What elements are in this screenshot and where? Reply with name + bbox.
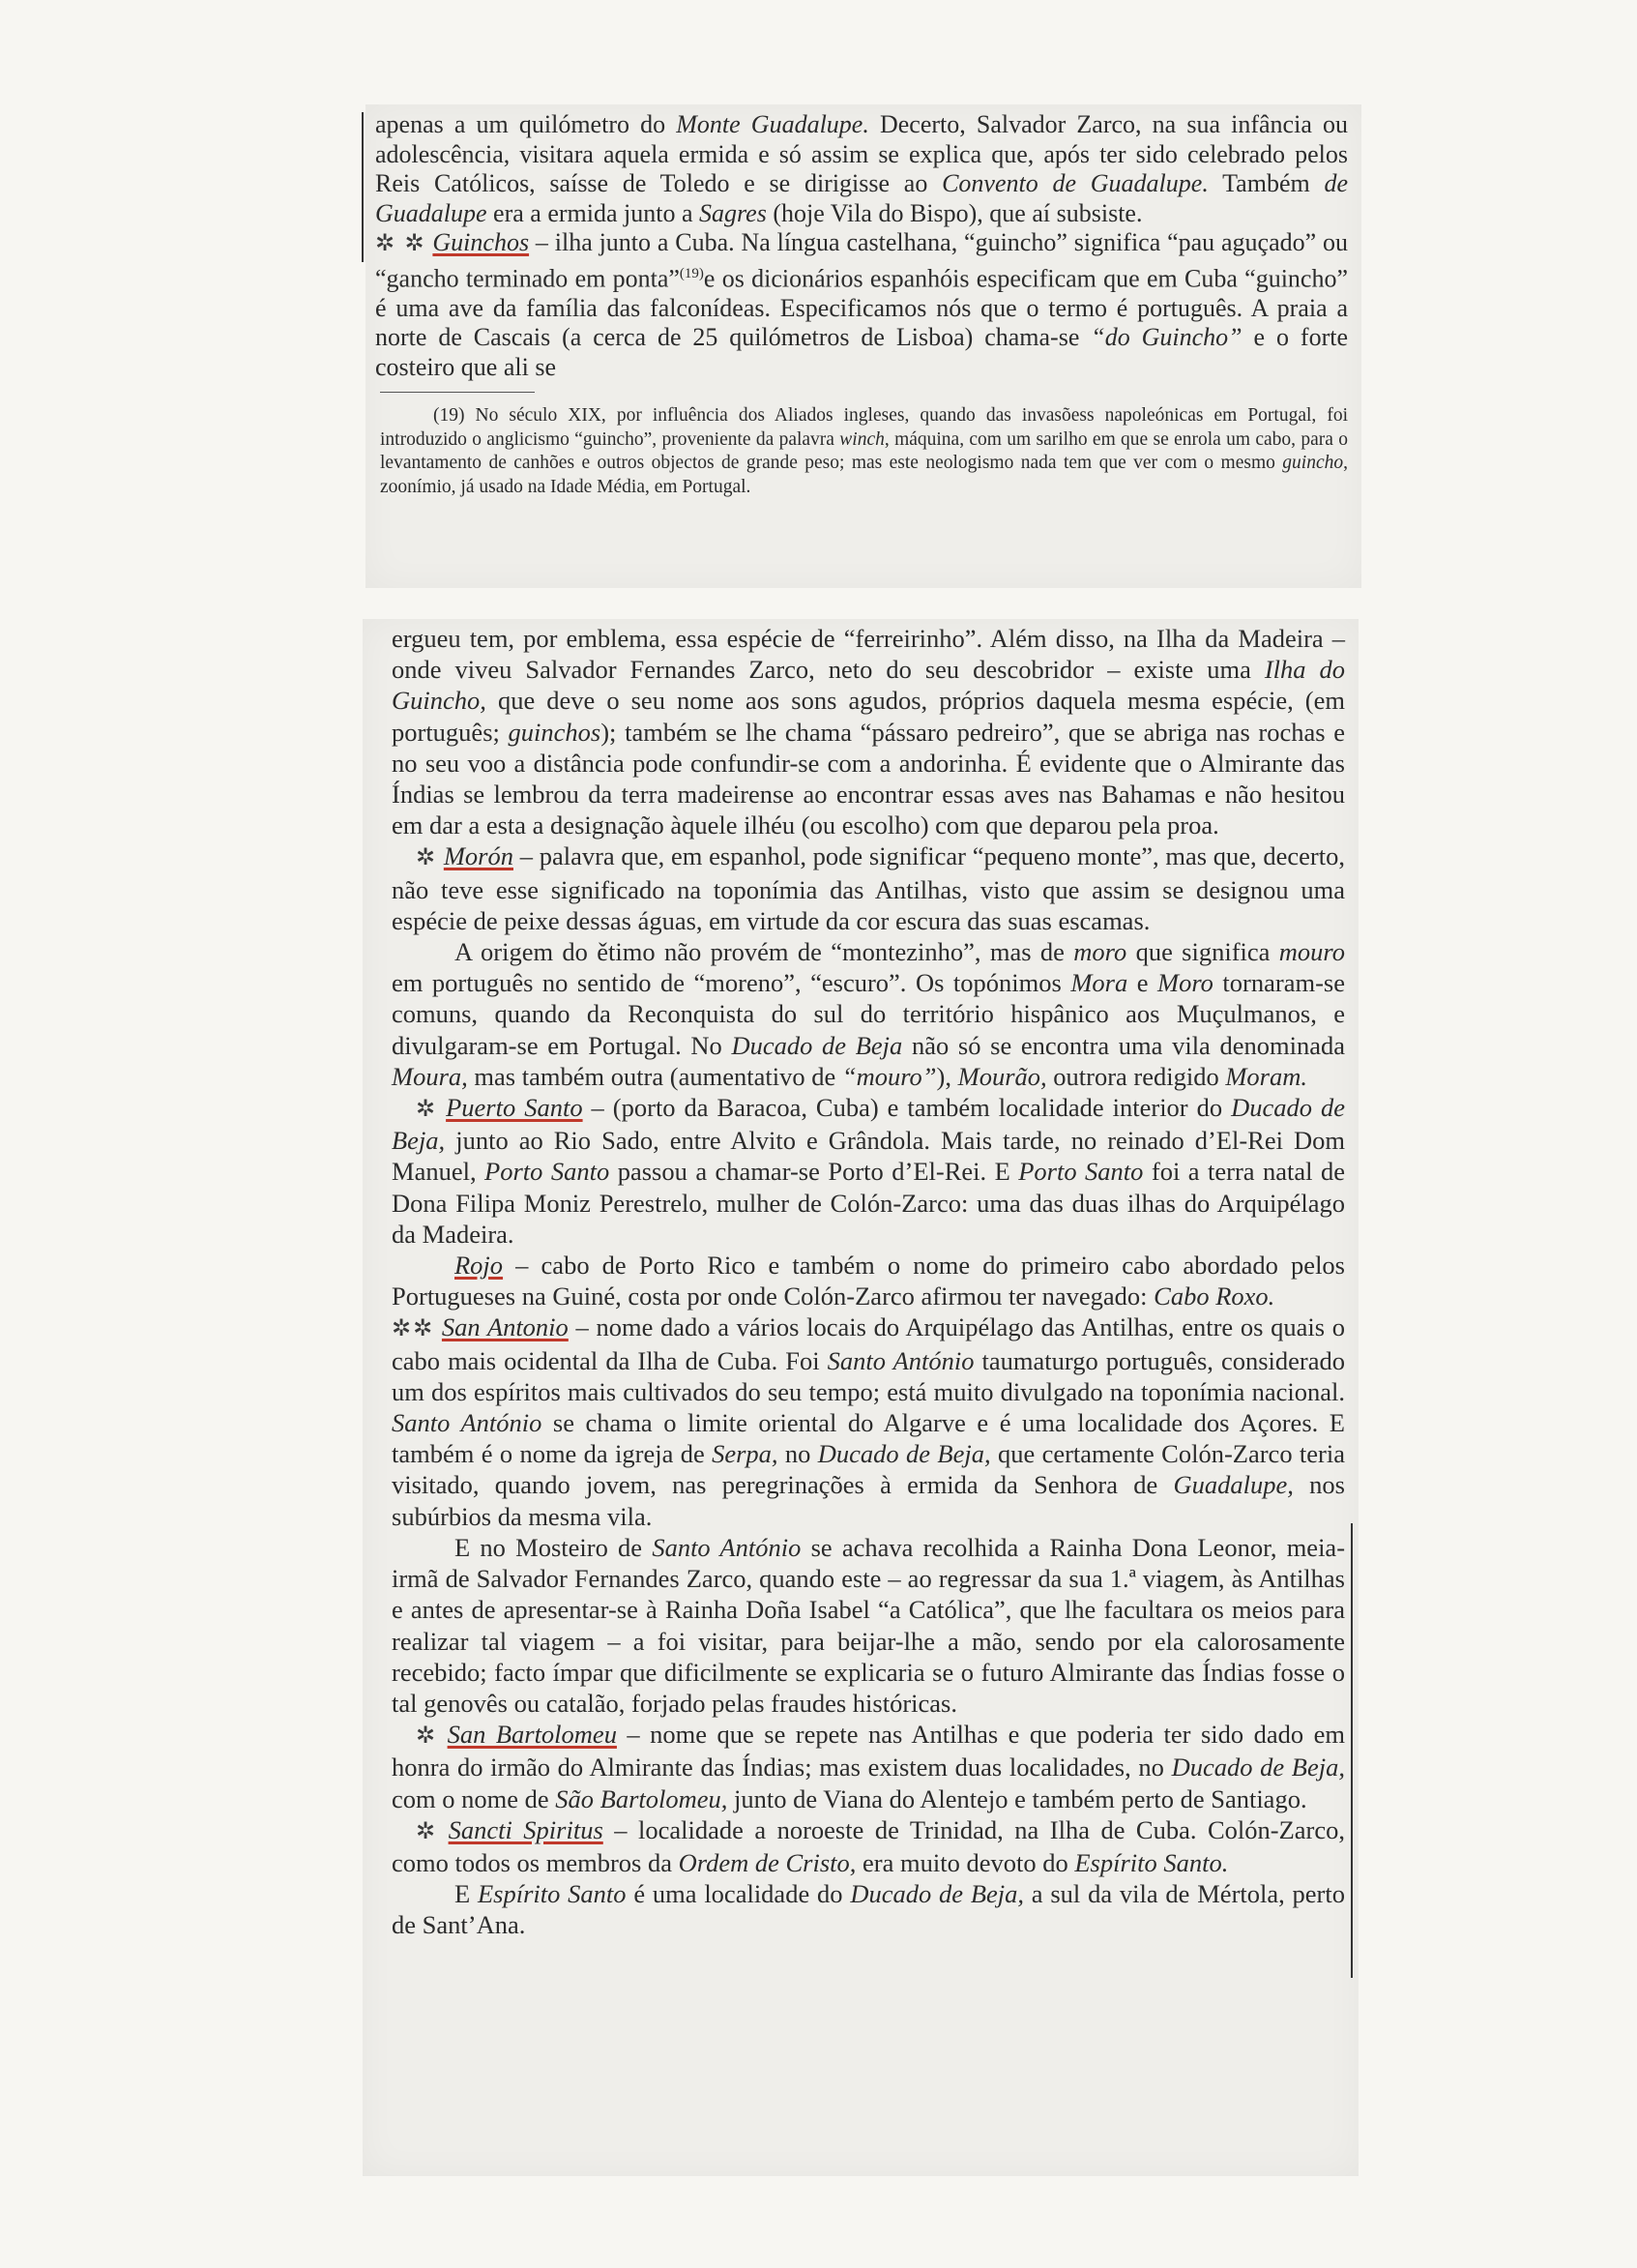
- entry-sancti-spiritus: ✲ Sancti Spiritus – localidade a noroeste de Trinidad, na Ilha de Cuba. Colón-Zarco, como todos os membros da Ordem de Cristo, era muito devoto do Espírito Santo.: [392, 1814, 1345, 1877]
- term-san-bartolomeu: San Bartolomeu: [447, 1720, 617, 1750]
- asterisk-mark-icon: ✲: [416, 1723, 438, 1750]
- footnote-19: (19) No século XIX, por influência dos Aliados ingleses, quando das invasõess napoleónicas em Portugal, foi introduzido o anglicismo “guincho”, proveniente da palavra winch, máquina, com um sarilho em que se enrola um cabo, para o levantamento de canhões e outros objectos de grande peso; mas este neologismo nada tem que ver com o mesmo guincho, zoonímio, já usado na Idade Média, em Portugal.: [380, 405, 1348, 497]
- footnote-divider: [380, 392, 535, 393]
- asterisk-mark-icon: ✲: [416, 845, 438, 871]
- term-guinchos: Guinchos: [432, 228, 530, 256]
- term-rojo: Rojo: [454, 1251, 504, 1281]
- paragraph-espirito-santo: E Espírito Santo é uma localidade do Ducado de Beja, a sul da vila de Mértola, perto de Sant’Ana.: [392, 1879, 1345, 1940]
- paragraph-origem: A origem do ětimo não provém de “montezinho”, mas de moro que significa mouro em português no sentido de “moreno”, “escuro”. Os topónimos Mora e Moro tornaram-se comuns, quando da Reconquista do sul do território hispânico aos Muçulmanos, e divulgaram-se em Portugal. No Ducado de Beja não só se encontra uma vila denominada Moura, mas também outra (aumentativo de “mouro”), Mourão, outrora redigido Moram.: [392, 937, 1345, 1091]
- bottom-clipping: [363, 619, 1359, 2176]
- paragraph-ferreirinho: ergueu tem, por emblema, essa espécie de “ferreirinho”. Além disso, na Ilha da Madeira – onde viveu Salvador Fernandes Zarco, neto do seu descobridor – existe uma Ilha do Guincho, que deve o seu nome aos sons agudos, próprios daquela mesma espécie, (em português; guinchos); também se lhe chama “pássaro pedreiro”, que se abriga nas rochas e no seu voo a distância pode confundir-se com a andorinha. É evidente que o Almirante das Índias se lembrou da terra madeirense ao encontrar essas aves nas Bahamas e não hesitou em dar a esta a designação àquele ilhéu (ou escolho) com que deparou pela proa.: [392, 624, 1346, 840]
- asterisk-mark-icon: ✲: [416, 1818, 438, 1844]
- footnote-ref: (19): [679, 265, 704, 281]
- asterisk-mark-icon: ✲✲: [392, 1316, 435, 1342]
- entry-rojo: Rojo – cabo de Porto Rico e também o nome do primeiro cabo abordado pelos Portugueses na Guiné, costa por onde Colón-Zarco afirmou ter navegado: Cabo Roxo.: [392, 1251, 1345, 1311]
- asterisk-mark-icon: ✲ ✲: [375, 231, 426, 256]
- top-clipping: [365, 104, 1361, 588]
- entry-puerto-santo: ✲ Puerto Santo – (porto da Baracoa, Cuba) e também localidade interior do Ducado de Beja, junto ao Rio Sado, entre Alvito e Grândola. Mais tarde, no reinado d’El-Rei Dom Manuel, Porto Santo passou a chamar-se Porto d’El-Rei. E Porto Santo foi a terra natal de Dona Filipa Moniz Perestrelo, mulher de Colón-Zarco: uma das duas ilhas do Arquipélago da Madeira.: [392, 1093, 1346, 1249]
- entry-guinchos: ✲ ✲ Guinchos – ilha junto a Cuba. Na língua castelhana, “guincho” significa “pau aguçado” ou “gancho terminado em ponta”$^{(19)}$e os dicionários espanhóis especificam que em Cuba “guincho” é uma ave da família das falconídeas. Especificamos nós que o termo é português. A praia a norte de Cascais (a cerca de 25 quilómetros de Lisboa) chama-se “do Guincho” e o forte costeiro que ali se: [375, 228, 1349, 381]
- term-moron: Morón: [443, 841, 513, 871]
- term-san-antonio: San Antonio: [441, 1312, 569, 1342]
- term-sancti-spiritus: Sancti Spiritus: [448, 1814, 603, 1844]
- entry-san-bartolomeu: ✲ San Bartolomeu – nome que se repete nas Antilhas e que poderia ter sido dado em honra do irmão do Almirante das Índias; mas existem duas localidades, no Ducado de Beja, com o nome de São Bartolomeu, junto de Viana do Alentejo e também perto de Santiago.: [392, 1720, 1346, 1813]
- entry-san-antonio: ✲✲ San Antonio – nome dado a vários locais do Arquipélago das Antilhas, entre os quais o cabo mais ocidental da Ilha de Cuba. Foi Santo António taumaturgo português, considerado um dos espíritos mais cultivados do seu tempo; está muito divulgado na toponímia nacional. Santo António se chama o limite oriental do Algarve e é uma localidade dos Açores. E também é o nome da igreja de Serpa, no Ducado de Beja, que certamente Colón-Zarco teria visitado, quando jovem, nas peregrinações à ermida da Senhora de Guadalupe, nos subúrbios da mesma vila.: [392, 1312, 1346, 1531]
- margin-bar: [362, 112, 364, 262]
- asterisk-mark-icon: ✲: [416, 1097, 438, 1123]
- entry-moron: ✲ Morón – palavra que, em espanhol, pode significar “pequeno monte”, mas que, decerto, não teve esse significado na toponímia das Antilhas, visto que assim se designou uma espécie de peixe dessas águas, em virtude da cor escura das suas escamas.: [392, 841, 1345, 935]
- paragraph-mosteiro: E no Mosteiro de Santo António se achava recolhida a Rainha Dona Leonor, meia-irmã de Salvador Fernandes Zarco, quando este – ao regressar da sua 1.ª viagem, às Antilhas e antes de apresentar-se à Rainha Doña Isabel “a Católica”, que lhe facultara os meios para realizar tal viagem – a foi visitar, para beijar-lhe a mão, sendo por ela calorosamente recebido; facto ímpar que dificilmente se explicaria se o futuro Almirante das Índias fosse o tal genovês ou catalão, forjado pelas fraudes históricas.: [392, 1532, 1346, 1718]
- margin-bar: [1351, 1523, 1353, 1978]
- term-puerto-santo: Puerto Santo: [446, 1093, 583, 1123]
- paragraph-guadalupe: apenas a um quilómetro do Monte Guadalupe. Decerto, Salvador Zarco, na sua infância ou adolescência, visitara aquela ermida e só assim se explica que, após ter sido celebrado pelos Reis Católicos, saísse de Toledo e se dirigisse ao Convento de Guadalupe. Também de Guadalupe era a ermida junto a Sagres (hoje Vila do Bispo), que aí subsiste.: [375, 110, 1348, 227]
